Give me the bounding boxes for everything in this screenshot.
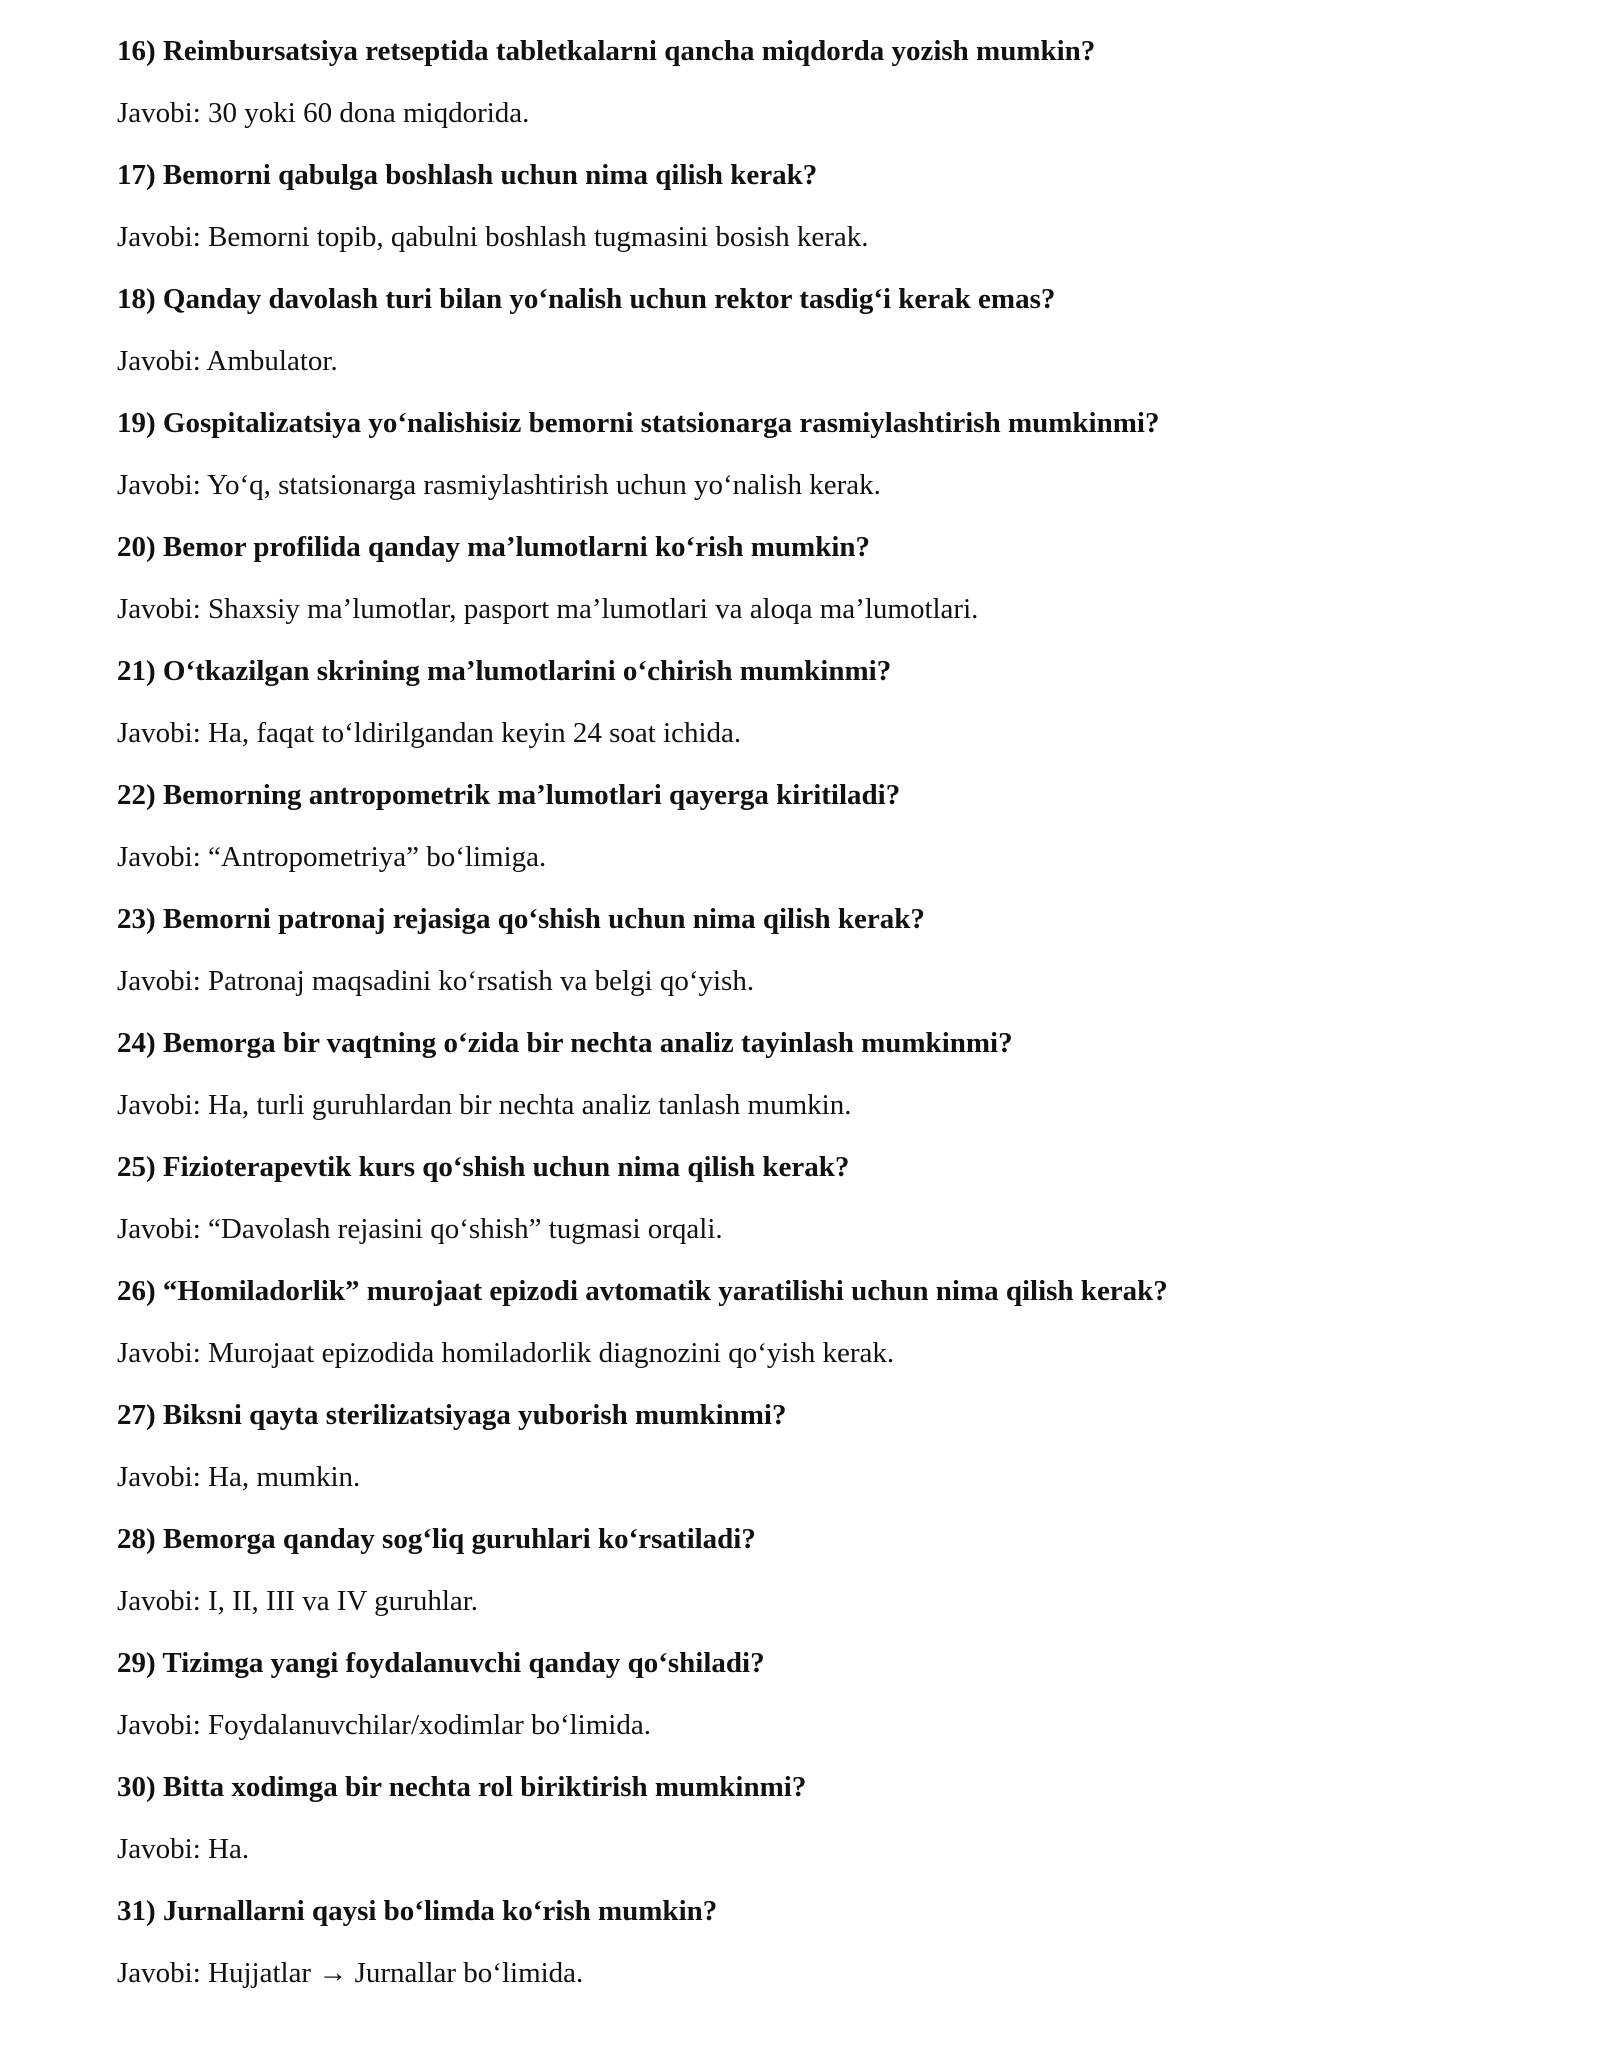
qa-item-19: [117, 404, 1517, 504]
answer-text: Javobi: I, II, III va IV guruhlar.: [117, 1585, 479, 1617]
qa-item-31: [117, 1892, 1517, 1992]
question-text: 20) Bemor profilida qanday ma’lumotlarni ko‘rish mumkin?: [117, 531, 871, 563]
question-text: 27) Biksni qayta sterilizatsiyaga yuborish mumkinmi?: [117, 1399, 787, 1431]
qa-item-22: [117, 776, 1517, 876]
answer-text: Javobi: Ambulator.: [117, 345, 338, 377]
question-text: 19) Gospitalizatsiya yo‘nalishisiz bemorni statsionarga rasmiylashtirish mumkinmi?: [117, 407, 1160, 439]
question-text: 24) Bemorga bir vaqtning o‘zida bir nechta analiz tayinlash mumkinmi?: [117, 1027, 1013, 1059]
answer-text: Javobi: Shaxsiy ma’lumotlar, pasport ma’lumotlari va aloqa ma’lumotlari.: [117, 593, 979, 625]
question-text: 26) “Homiladorlik” murojaat epizodi avtomatik yaratilishi uchun nima qilish kerak?: [117, 1275, 1168, 1307]
question-text: 16) Reimbursatsiya retseptida tabletkalarni qancha miqdorda yozish mumkin?: [117, 35, 1096, 67]
answer-text: Javobi: “Davolash rejasini qo‘shish” tugmasi orqali.: [117, 1213, 723, 1245]
document-page: [117, 32, 1517, 2016]
answer-text: Javobi: Foydalanuvchilar/xodimlar bo‘limida.: [117, 1709, 651, 1741]
answer-text: Javobi: Patronaj maqsadini ko‘rsatish va belgi qo‘yish.: [117, 965, 755, 997]
question-text: 25) Fizioterapevtik kurs qo‘shish uchun nima qilish kerak?: [117, 1151, 850, 1183]
qa-item-29: [117, 1644, 1517, 1744]
answer-text: Javobi: Ha, faqat to‘ldirilgandan keyin 24 soat ichida.: [117, 717, 742, 749]
answer-text: Javobi: Bemorni topib, qabulni boshlash tugmasini bosish kerak.: [117, 221, 869, 253]
qa-item-18: [117, 280, 1517, 380]
question-text: 28) Bemorga qanday sog‘liq guruhlari ko‘rsatiladi?: [117, 1523, 756, 1555]
qa-item-17: [117, 156, 1517, 256]
question-text: 18) Qanday davolash turi bilan yo‘nalish uchun rektor tasdig‘i kerak emas?: [117, 283, 1056, 315]
qa-item-30: [117, 1768, 1517, 1868]
qa-item-26: [117, 1272, 1517, 1372]
answer-text: Javobi: Yo‘q, statsionarga rasmiylashtirish uchun yo‘nalish kerak.: [117, 469, 881, 501]
answer-text: Javobi: Hujjatlar → Jurnallar bo‘limida.: [117, 1957, 584, 1989]
qa-item-24: [117, 1024, 1517, 1124]
question-text: 31) Jurnallarni qaysi bo‘limda ko‘rish mumkin?: [117, 1895, 718, 1927]
question-text: 30) Bitta xodimga bir nechta rol biriktirish mumkinmi?: [117, 1771, 807, 1803]
answer-text: Javobi: Ha, mumkin.: [117, 1461, 361, 1493]
question-text: 29) Tizimga yangi foydalanuvchi qanday qo‘shiladi?: [117, 1647, 765, 1679]
question-text: 23) Bemorni patronaj rejasiga qo‘shish uchun nima qilish kerak?: [117, 903, 925, 935]
qa-item-27: [117, 1396, 1517, 1496]
qa-item-20: [117, 528, 1517, 628]
answer-text: Javobi: 30 yoki 60 dona miqdorida.: [117, 97, 530, 129]
answer-text: Javobi: Ha.: [117, 1833, 250, 1865]
qa-item-21: [117, 652, 1517, 752]
qa-item-16: [117, 32, 1517, 132]
answer-text: Javobi: Ha, turli guruhlardan bir nechta analiz tanlash mumkin.: [117, 1089, 852, 1121]
qa-item-28: [117, 1520, 1517, 1620]
qa-item-25: [117, 1148, 1517, 1248]
answer-text: Javobi: “Antropometriya” bo‘limiga.: [117, 841, 547, 873]
question-text: 21) O‘tkazilgan skrining ma’lumotlarini o‘chirish mumkinmi?: [117, 655, 892, 687]
question-text: 17) Bemorni qabulga boshlash uchun nima qilish kerak?: [117, 159, 818, 191]
qa-item-23: [117, 900, 1517, 1000]
answer-text: Javobi: Murojaat epizodida homiladorlik diagnozini qo‘yish kerak.: [117, 1337, 895, 1369]
question-text: 22) Bemorning antropometrik ma’lumotlari qayerga kiritiladi?: [117, 779, 901, 811]
